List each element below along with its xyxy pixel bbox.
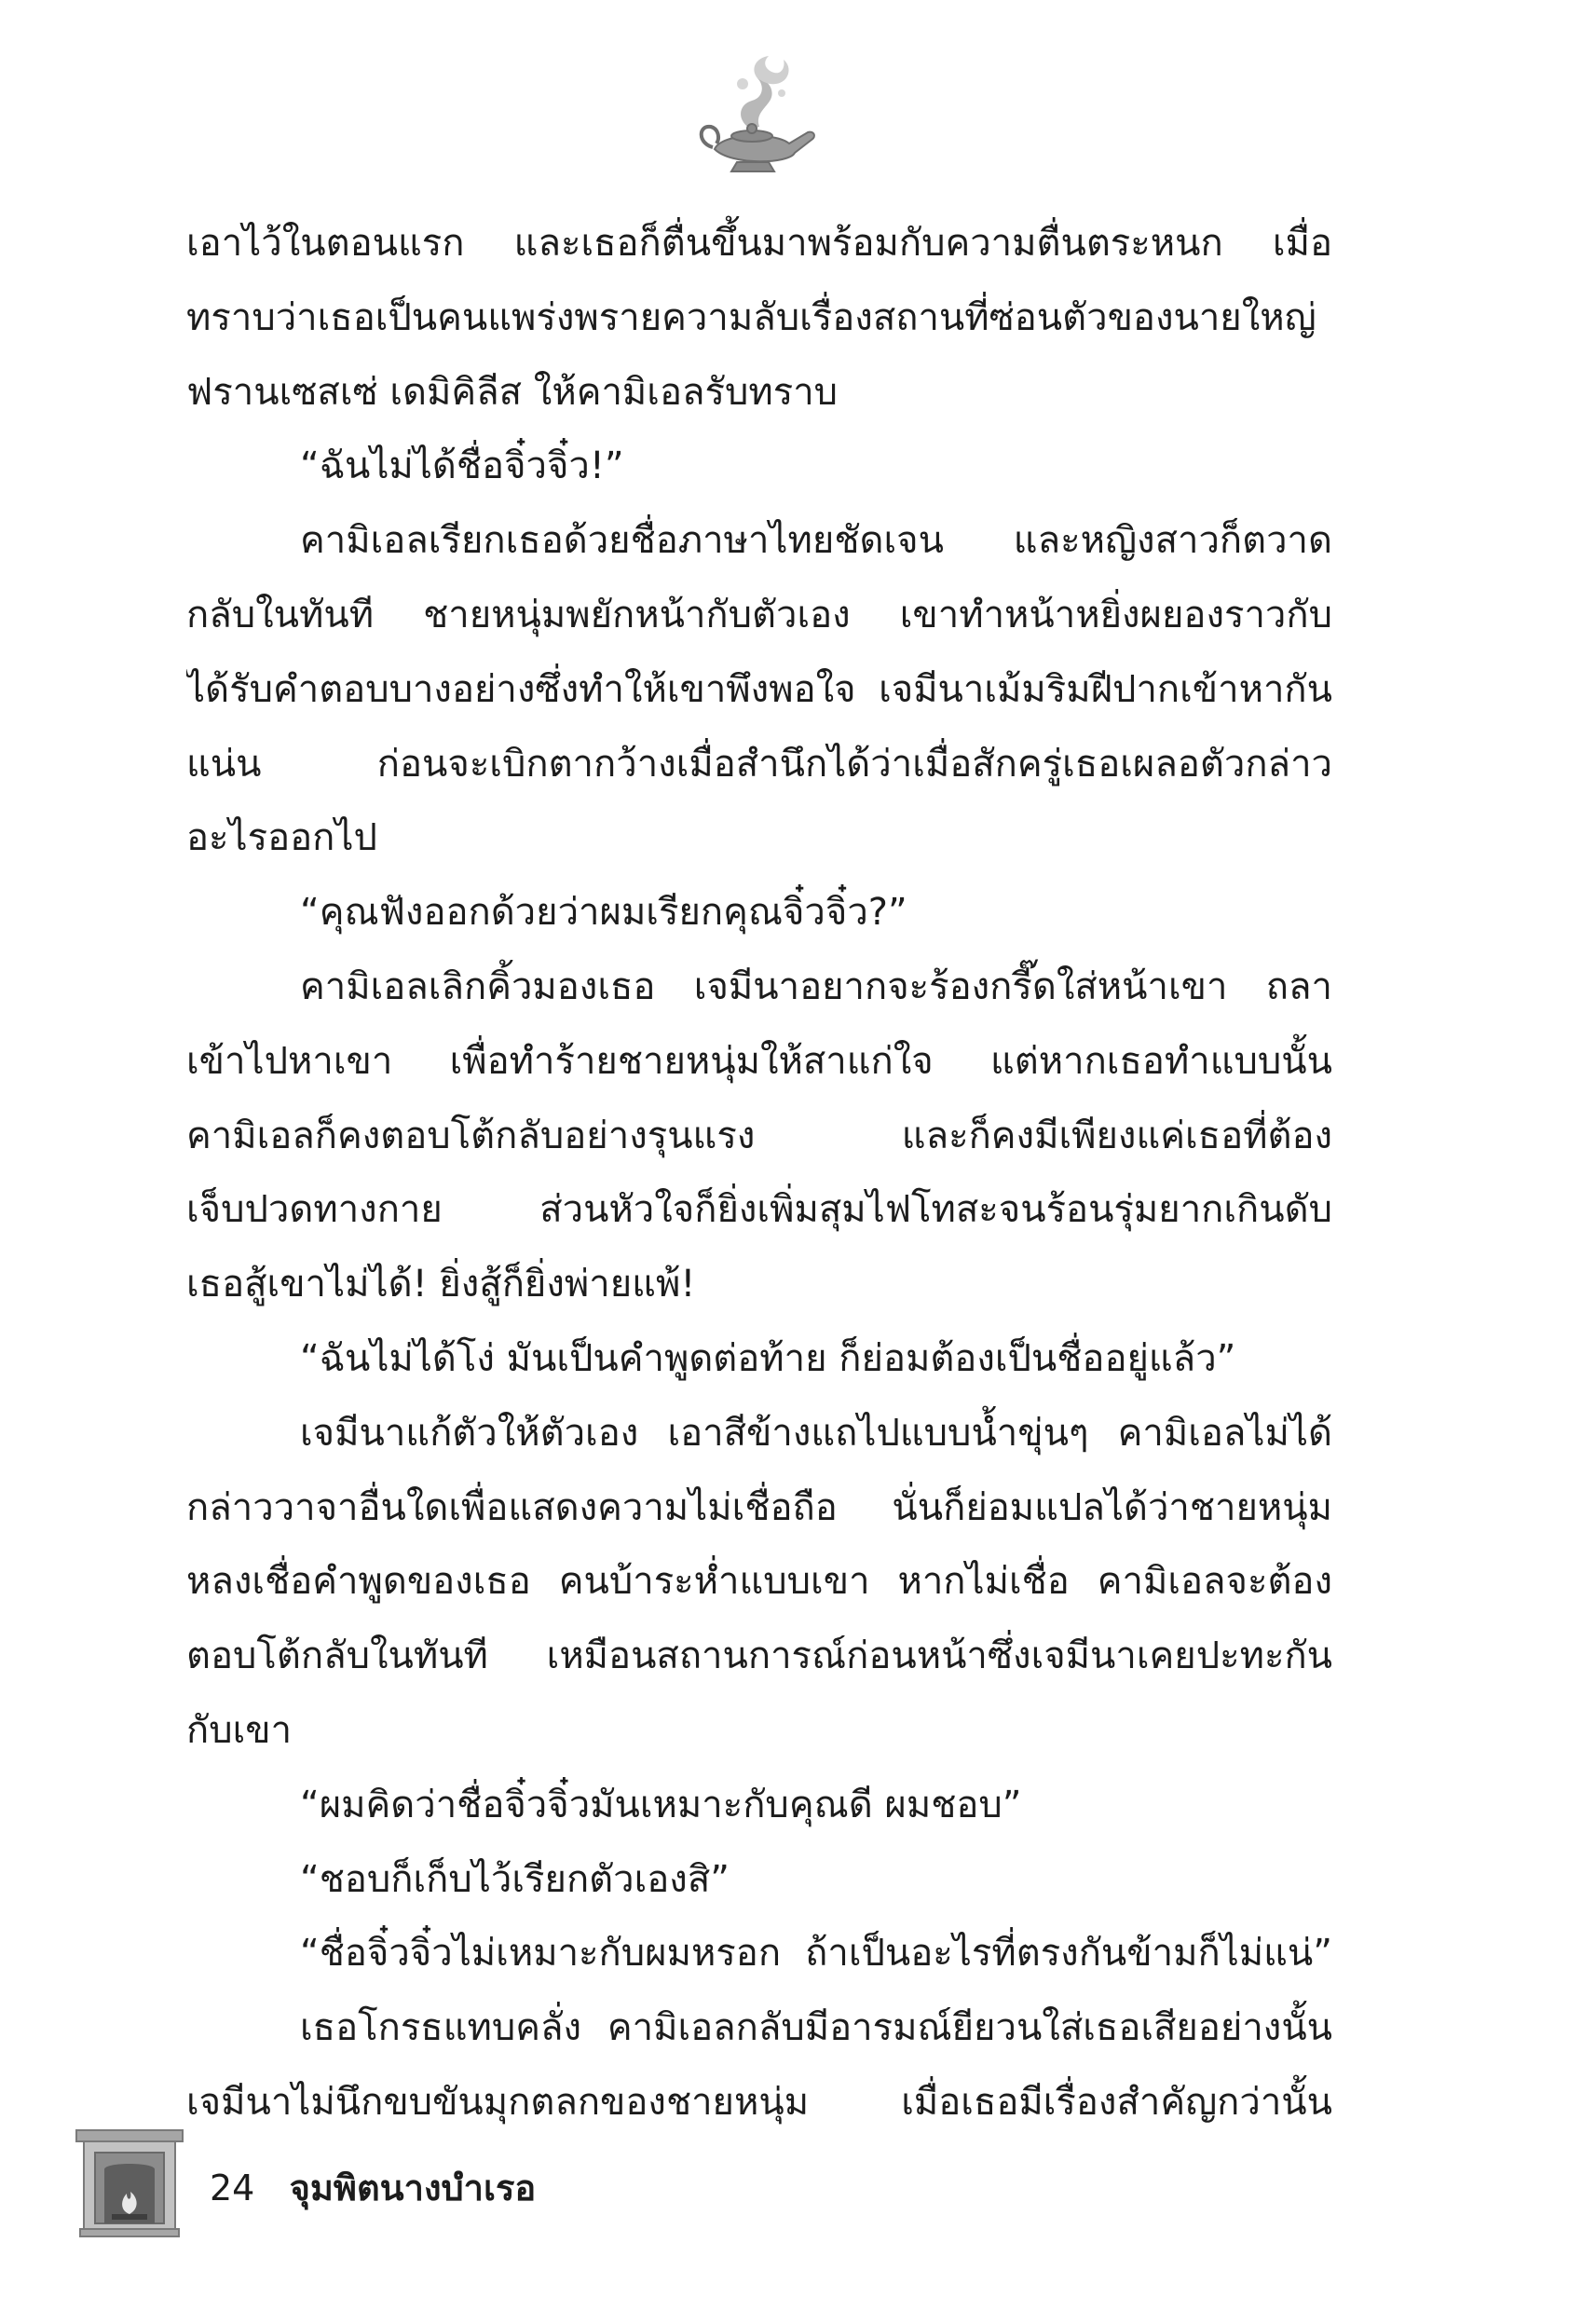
body-text (186, 207, 1332, 2140)
text-line: กลับในทันที ชายหนุ่มพยักหน้ากับตัวเอง เขาทำหน้าหยิ่งผยองราวกับ (186, 593, 1332, 636)
text-line: ทราบว่าเธอเป็นคนแพร่งพรายความลับเรื่องสถานที่ซ่อนตัวของนายใหญ่ (186, 295, 1316, 339)
text-line: “คุณฟังออกด้วยว่าผมเรียกคุณจิ๋วจิ๋ว?” (300, 891, 907, 935)
text-line: หลงเชื่อคำพูดของเธอ คนบ้าระห่ำแบบเขา หากไม่เชื่อ คามิเอลจะต้อง (186, 1560, 1332, 1604)
page-number: 24 (210, 2167, 255, 2208)
text-line: คามิเอลเรียกเธอด้วยชื่อภาษาไทยชัดเจน และหญิงสาวก็ตวาด (300, 519, 1332, 563)
text-line: ได้รับคำตอบบางอย่างซึ่งทำให้เขาพึงพอใจ เจมีนาเม้มริมฝีปากเข้าหากัน (186, 667, 1332, 711)
text-line: “ฉันไม่ได้ชื่อจิ๋วจิ๋ว!” (300, 444, 624, 488)
text-line: กล่าววาจาอื่นใดเพื่อแสดงความไม่เชื่อถือ นั่นก็ย่อมแปลได้ว่าชายหนุ่ม (186, 1485, 1332, 1529)
text-line: “ชื่อจิ๋วจิ๋วไม่เหมาะกับผมหรอก ถ้าเป็นอะไรที่ตรงกันข้ามก็ไม่แน่” (300, 1932, 1332, 1976)
text-line: กับเขา (186, 1708, 293, 1752)
book-title: จุมพิตนางบำเรอ (289, 2167, 537, 2208)
text-line: เจมีนาไม่นึกขบขันมุกตลกของชายหนุ่ม เมื่อเธอมีเรื่องสำคัญกว่านั้น (186, 2080, 1332, 2124)
text-line: คามิเอลก็คงตอบโต้กลับอย่างรุนแรง และก็คงมีเพียงแค่เธอที่ต้อง (186, 1114, 1332, 1157)
text-line: “ฉันไม่ได้โง่ มันเป็นคำพูดต่อท้าย ก็ย่อมต้องเป็นชื่ออยู่แล้ว” (300, 1336, 1236, 1380)
fireplace-icon (73, 2125, 186, 2238)
text-line: “ผมคิดว่าชื่อจิ๋วจิ๋วมันเหมาะกับคุณดี ผมชอบ” (300, 1783, 1022, 1826)
text-line: เข้าไปหาเขา เพื่อทำร้ายชายหนุ่มให้สาแก่ใจ แต่หากเธอทำแบบนั้น (186, 1039, 1332, 1083)
text-line: ตอบโต้กลับในทันที เหมือนสถานการณ์ก่อนหน้าซึ่งเจมีนาเคยปะทะกัน (186, 1634, 1332, 1678)
genie-lamp-icon (685, 47, 825, 186)
text-line: เจมีนาแก้ตัวให้ตัวเอง เอาสีข้างแถไปแบบน้ำขุ่นๆ คามิเอลไม่ได้ (300, 1411, 1332, 1455)
page-footer (210, 2160, 536, 2216)
text-line: แน่น ก่อนจะเบิกตากว้างเมื่อสำนึกได้ว่าเมื่อสักครู่เธอเผลอตัวกล่าว (186, 742, 1332, 786)
text-line: เธอโกรธแทบคลั่ง คามิเอลกลับมีอารมณ์ยียวนใส่เธอเสียอย่างนั้น (300, 2006, 1332, 2050)
text-line: อะไรออกไป (186, 816, 377, 860)
text-line: “ชอบก็เก็บไว้เรียกตัวเองสิ” (300, 1857, 730, 1901)
text-line: เอาไว้ในตอนแรก และเธอก็ตื่นขึ้นมาพร้อมกับความตื่นตระหนก เมื่อ (186, 222, 1332, 265)
text-line: ฟรานเซสเซ่ เดมิคิลีส ให้คามิเอลรับทราบ (186, 370, 839, 414)
text-line: เจ็บปวดทางกาย ส่วนหัวใจก็ยิ่งเพิ่มสุมไฟโทสะจนร้อนรุ่มยากเกินดับ (186, 1188, 1332, 1232)
text-line: เธอสู้เขาไม่ได้! ยิ่งสู้ก็ยิ่งพ่ายแพ้! (186, 1263, 696, 1306)
text-line: คามิเอลเลิกคิ้วมองเธอ เจมีนาอยากจะร้องกรี๊ดใส่หน้าเขา ถลา (300, 964, 1332, 1008)
